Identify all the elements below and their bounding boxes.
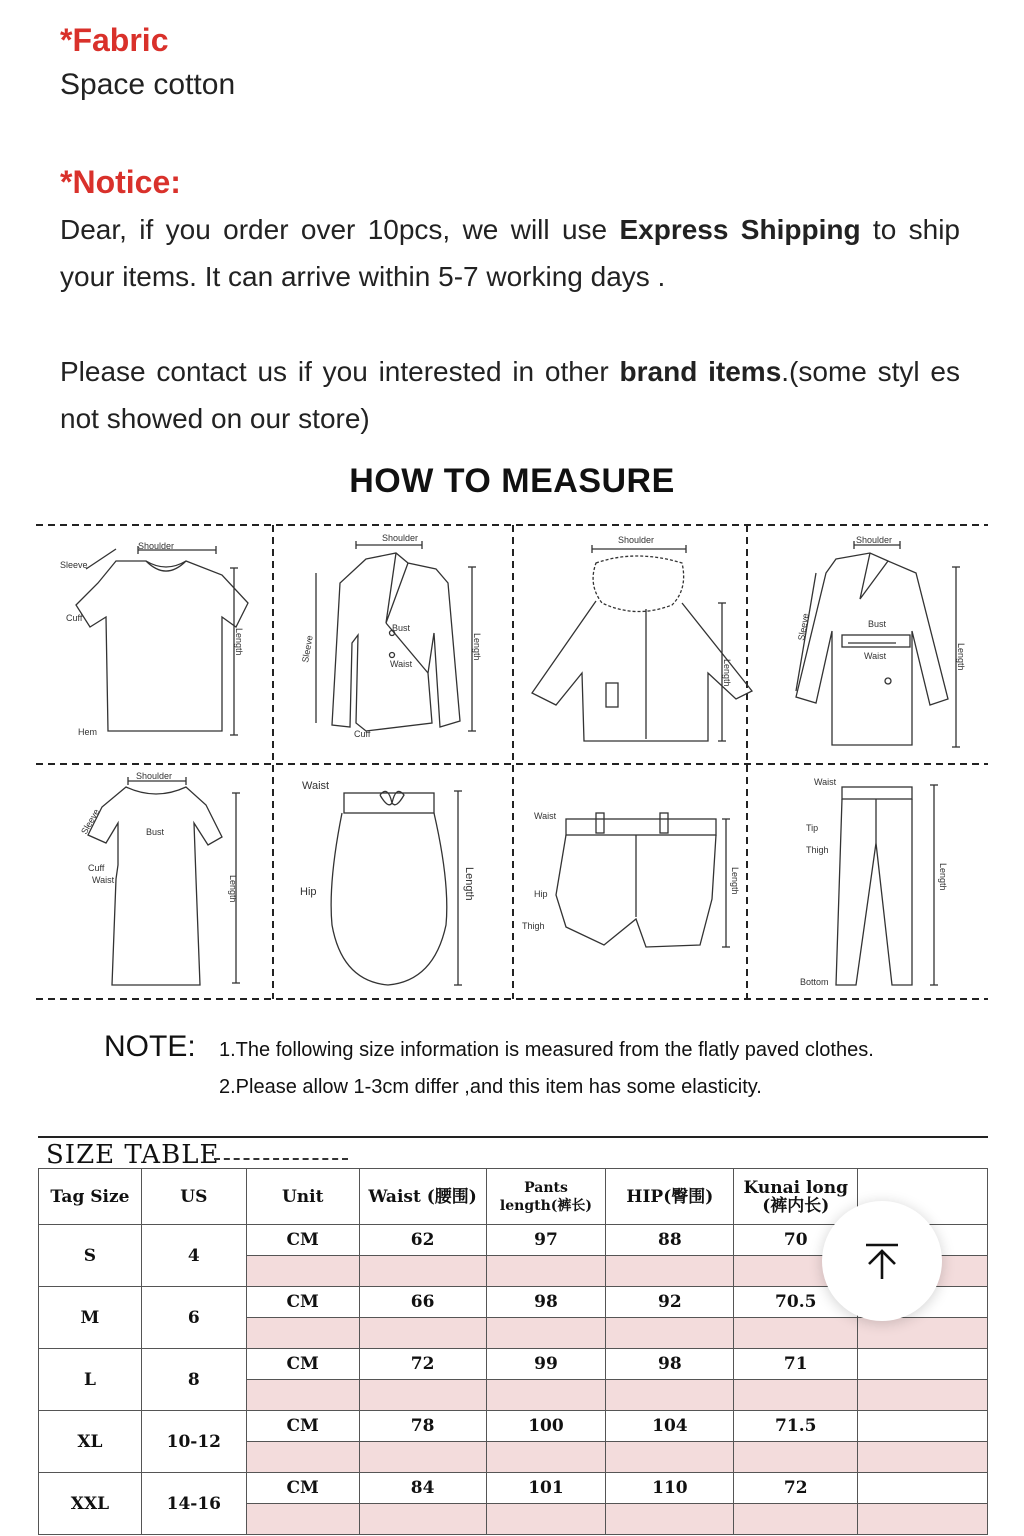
contact-text: Please contact us if you interested in other [60, 356, 620, 387]
label-cuff: Cuff [66, 613, 83, 623]
label-waist: Waist [864, 651, 887, 661]
cell-unit: CM [246, 1349, 359, 1380]
shaded-cell [246, 1380, 359, 1411]
header-kunai-long: Kunai long (裤内长) [734, 1169, 858, 1225]
label-sleeve: Sleeve [796, 612, 811, 642]
header-tag-size: Tag Size [39, 1169, 142, 1225]
note-line-1: 1.The following size information is measured from the flatly paved clothes. [219, 1039, 874, 1061]
shaded-cell [858, 1318, 988, 1349]
table-row [39, 1349, 988, 1380]
fabric-heading: *Fabric [60, 22, 169, 58]
label-hem: Hem [78, 727, 98, 737]
label-length: Length [234, 628, 244, 656]
label-thigh: Thigh [522, 921, 545, 931]
cell-empty [858, 1349, 988, 1380]
cell-waist: 84 [359, 1473, 486, 1504]
cell-hip: 110 [606, 1473, 734, 1504]
label-bust: Bust [392, 623, 411, 633]
cell-us: 6 [141, 1287, 246, 1349]
label-hip: Hip [300, 886, 317, 898]
cell-tag-size: XXL [39, 1473, 142, 1535]
label-shoulder: Shoulder [856, 535, 893, 545]
cell-waist: 66 [359, 1287, 486, 1318]
shaded-cell [858, 1442, 988, 1473]
skirt-diagram [300, 780, 475, 985]
notice-paragraph-shipping [60, 206, 960, 300]
shaded-cell [734, 1318, 858, 1349]
label-length: Length [228, 875, 238, 903]
cell-waist: 62 [359, 1225, 486, 1256]
header-unit: Unit [246, 1169, 359, 1225]
cell-hip: 104 [606, 1411, 734, 1442]
shaded-cell [246, 1318, 359, 1349]
cell-kunai-long: 71.5 [734, 1411, 858, 1442]
shaded-cell [486, 1256, 606, 1287]
label-bottom: Bottom [800, 977, 829, 987]
label-tip: Tip [806, 823, 819, 833]
cell-tag-size: S [39, 1225, 142, 1287]
cell-empty [858, 1473, 988, 1504]
cell-tag-size: L [39, 1349, 142, 1411]
note-line-2: 2.Please allow 1-3cm differ ,and this item has some elasticity. [219, 1076, 762, 1098]
shaded-cell [606, 1256, 734, 1287]
cell-tag-size: M [39, 1287, 142, 1349]
label-waist: Waist [92, 875, 115, 885]
label-sleeve: Sleeve [60, 560, 88, 570]
notice-text: Dear, if you order over 10pcs, we will use [60, 214, 620, 245]
brand-items-text: brand items [619, 356, 782, 387]
header-pants-length: Pants length(裤长) [486, 1169, 606, 1225]
cell-unit: CM [246, 1225, 359, 1256]
cape-diagram [532, 535, 752, 741]
shaded-cell [606, 1504, 734, 1535]
label-length: Length [472, 633, 482, 661]
label-cuff: Cuff [354, 729, 371, 739]
cell-kunai-long: 70 [734, 1225, 858, 1256]
coat-diagram [796, 535, 966, 747]
label-length: Length [956, 643, 966, 671]
notice-text: to ship your items. It can arrive within 5-7 working days . [60, 214, 961, 292]
measure-diagram-grid [36, 523, 988, 1000]
label-sleeve: Sleeve [300, 634, 315, 664]
size-table-title: SIZE TABLE [46, 1140, 220, 1170]
cell-unit: CM [246, 1411, 359, 1442]
label-shoulder: Shoulder [382, 533, 419, 543]
header-hip: HIP(臀围) [606, 1169, 734, 1225]
size-table-top-border [38, 1136, 988, 1138]
shaded-cell [246, 1442, 359, 1473]
cell-us: 14-16 [141, 1473, 246, 1535]
label-bust: Bust [146, 827, 165, 837]
header-waist: Waist (腰围) [359, 1169, 486, 1225]
cell-pants-length: 101 [486, 1473, 606, 1504]
cell-hip: 92 [606, 1287, 734, 1318]
label-length: Length [730, 867, 740, 895]
label-hip: Hip [534, 889, 548, 899]
shaded-cell [359, 1442, 486, 1473]
table-row [39, 1411, 988, 1442]
tshirt-diagram [60, 541, 248, 737]
cell-unit: CM [246, 1287, 359, 1318]
arrow-up-to-top-icon [862, 1241, 902, 1281]
shaded-cell [246, 1256, 359, 1287]
notice-heading: *Notice: [60, 164, 181, 200]
cell-kunai-long: 72 [734, 1473, 858, 1504]
cell-waist: 72 [359, 1349, 486, 1380]
shaded-cell [486, 1442, 606, 1473]
size-table-title-dashes [214, 1158, 348, 1160]
shaded-cell [359, 1318, 486, 1349]
label-shoulder: Shoulder [136, 771, 173, 781]
label-shoulder: Shoulder [618, 535, 655, 545]
dress-diagram [79, 771, 240, 985]
notice-paragraph-contact [60, 348, 960, 442]
cell-hip: 98 [606, 1349, 734, 1380]
shaded-cell [486, 1318, 606, 1349]
cell-pants-length: 97 [486, 1225, 606, 1256]
header-us: US [141, 1169, 246, 1225]
shaded-cell [734, 1504, 858, 1535]
label-length: Length [722, 659, 732, 687]
note-label: NOTE: [104, 1030, 196, 1063]
shaded-cell [734, 1442, 858, 1473]
shaded-cell [606, 1318, 734, 1349]
measure-diagrams [36, 523, 988, 1000]
cell-unit: CM [246, 1473, 359, 1504]
shaded-cell [606, 1442, 734, 1473]
grid-lines [36, 525, 988, 999]
cell-kunai-long: 71 [734, 1349, 858, 1380]
shaded-cell [359, 1256, 486, 1287]
cell-empty [858, 1411, 988, 1442]
shaded-cell [486, 1380, 606, 1411]
label-waist: Waist [302, 780, 330, 792]
label-sleeve: Sleeve [79, 807, 102, 836]
shaded-cell [858, 1380, 988, 1411]
label-waist: Waist [814, 777, 837, 787]
cell-tag-size: XL [39, 1411, 142, 1473]
shaded-cell [246, 1504, 359, 1535]
shaded-cell [858, 1504, 988, 1535]
label-length: Length [463, 867, 475, 901]
cell-waist: 78 [359, 1411, 486, 1442]
cell-hip: 88 [606, 1225, 734, 1256]
shaded-cell [486, 1504, 606, 1535]
cell-kunai-long: 70.5 [734, 1287, 858, 1318]
label-length: Length [938, 863, 948, 891]
size-table-section [38, 1136, 988, 1536]
table-row [39, 1473, 988, 1504]
blazer-diagram [300, 533, 482, 739]
cell-pants-length: 98 [486, 1287, 606, 1318]
cell-us: 10-12 [141, 1411, 246, 1473]
fabric-value: Space cotton [60, 68, 236, 101]
label-bust: Bust [868, 619, 887, 629]
pants-diagram [800, 777, 948, 987]
label-thigh: Thigh [806, 845, 829, 855]
label-waist: Waist [534, 811, 557, 821]
cell-us: 8 [141, 1349, 246, 1411]
cell-us: 4 [141, 1225, 246, 1287]
label-cuff: Cuff [88, 863, 105, 873]
express-shipping-text: Express Shipping [619, 214, 861, 245]
shaded-cell [734, 1380, 858, 1411]
how-to-measure-title: HOW TO MEASURE [349, 462, 675, 500]
shorts-diagram [522, 811, 740, 947]
shaded-cell [359, 1504, 486, 1535]
contact-text: .(some styl es not showed on our store) [60, 356, 960, 434]
shaded-cell [359, 1380, 486, 1411]
label-waist: Waist [390, 659, 413, 669]
cell-pants-length: 100 [486, 1411, 606, 1442]
shaded-cell [606, 1380, 734, 1411]
scroll-to-top-button[interactable] [822, 1201, 942, 1321]
label-shoulder: Shoulder [138, 541, 175, 551]
cell-pants-length: 99 [486, 1349, 606, 1380]
